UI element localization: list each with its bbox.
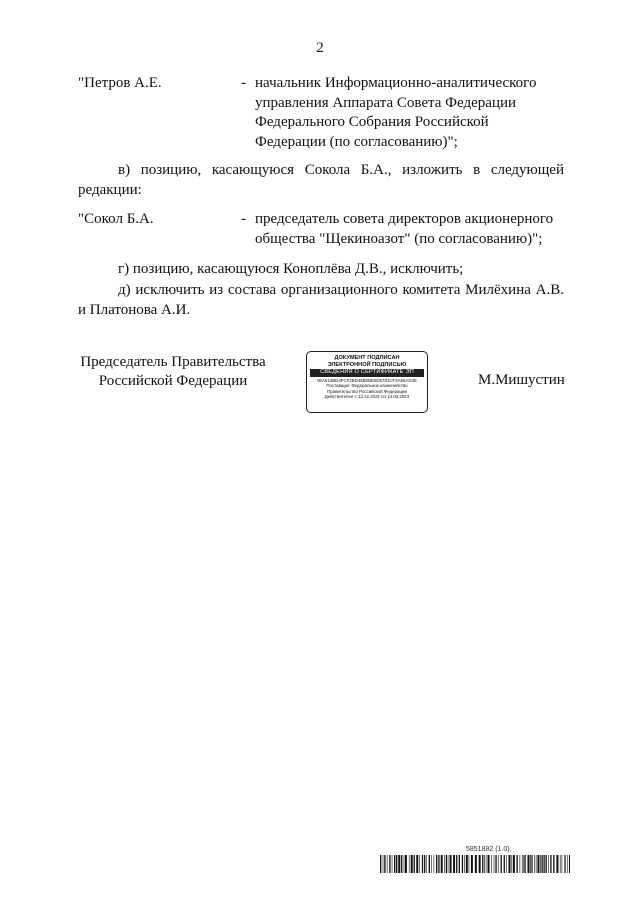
- stamp-line: ДОКУМЕНТ ПОДПИСАН: [334, 355, 400, 361]
- signer-title-line: Председатель Правительства: [80, 354, 266, 370]
- signer-title-line: Российской Федерации: [98, 373, 248, 389]
- position-line: председатель совета директоров акционерного: [255, 211, 554, 227]
- member-position: [255, 210, 585, 249]
- barcode-icon: [380, 855, 570, 873]
- page-number: 2: [316, 40, 324, 56]
- paragraph-g: г) позицию, касающуюся Коноплёва Д.В., исключить;: [118, 261, 464, 277]
- stamp-header: СВЕДЕНИЯ О СЕРТИФИКАТЕ ЭП: [310, 369, 424, 377]
- stamp-validity: Действителен с 13.12.2021 по 13.03.2023: [324, 394, 410, 400]
- member-entry-sokol: [78, 210, 568, 250]
- dash-separator: -: [241, 211, 246, 227]
- signer-title: [78, 353, 268, 391]
- stamp-serial: 00A613BD4FCF2BD45B0BE5D5781CF3A56AD4E: [317, 377, 417, 383]
- position-line: Федерации (по согласованию)";: [255, 133, 458, 150]
- paragraph-v: в) позицию, касающуюся Сокола Б.А., изложить в следующей редакции:: [78, 162, 564, 198]
- dash-separator: -: [241, 75, 246, 91]
- member-entry-petrov: [78, 74, 568, 154]
- stamp-issuer: Правительство Российской Федерации: [327, 388, 407, 394]
- position-line: общества "Щекиноазот" (по согласованию)";: [255, 230, 543, 247]
- position-line: управления Аппарата Совета Федерации: [255, 94, 517, 111]
- barcode-caption: 5851882 (1.0): [466, 846, 510, 853]
- position-line: Федерального Собрания Российской: [255, 114, 489, 130]
- electronic-signature-stamp: [306, 351, 428, 413]
- position-line: начальник Информационно-аналитического: [255, 75, 537, 91]
- stamp-issuer: Поставщик: Федеральное казначейство: [326, 383, 408, 389]
- stamp-line: ЭЛЕКТРОННОЙ ПОДПИСЬЮ: [327, 361, 407, 368]
- member-position: [255, 74, 575, 152]
- paragraph-d: д) исключить из состава организационного комитета Милёхина А.В. и Платонова А.И.: [78, 282, 564, 318]
- member-name: "Сокол Б.А.: [78, 211, 154, 227]
- signer-name: М.Мишустин: [478, 372, 565, 388]
- member-name: "Петров А.Е.: [78, 75, 162, 91]
